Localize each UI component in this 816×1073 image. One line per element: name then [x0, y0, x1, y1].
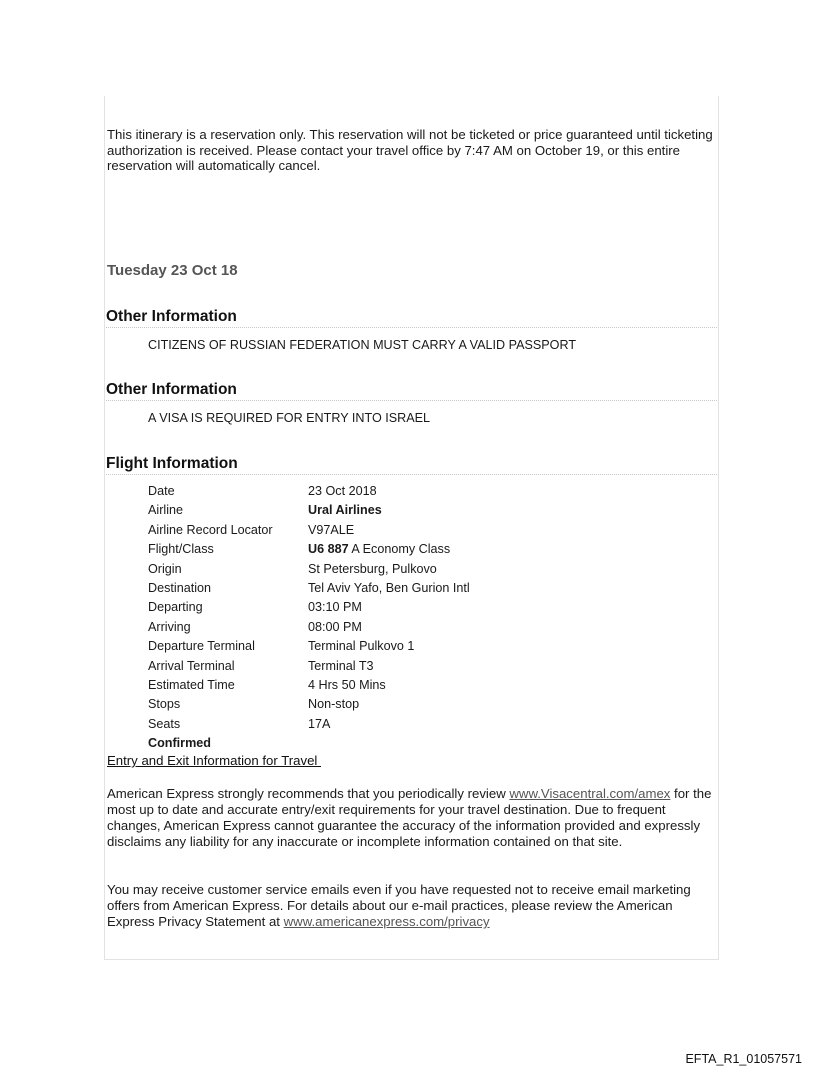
seats-value: 17A: [308, 716, 331, 731]
origin-label: Origin: [148, 561, 182, 576]
stops-value: Non-stop: [308, 697, 360, 712]
table-row: [148, 522, 470, 541]
entry-exit-info-link[interactable]: Entry and Exit Information for Travel: [107, 753, 322, 768]
flight-info-heading: Flight Information: [106, 455, 717, 475]
stops-label: Stops: [148, 697, 181, 712]
date-value: 23 Oct 2018: [308, 484, 377, 498]
document-id: EFTA_R1_01057571: [685, 1052, 802, 1066]
seats-label: Seats: [148, 716, 181, 731]
email-notice-paragraph: [107, 882, 717, 930]
flight-class-value: [308, 541, 470, 560]
airline-label: Airline: [148, 503, 183, 518]
departing-value: 03:10 PM: [308, 600, 362, 615]
table-row: [148, 638, 470, 657]
arrival-terminal-label: Arrival Terminal: [148, 658, 235, 673]
day-heading: Tuesday 23 Oct 18: [107, 262, 238, 279]
status-badge: Confirmed: [148, 736, 211, 750]
flight-number: U6 887: [308, 542, 349, 557]
arriving-value: 08:00 PM: [308, 619, 362, 634]
table-row: [148, 561, 470, 580]
table-row: [148, 696, 470, 715]
record-locator-label: Airline Record Locator: [148, 522, 273, 537]
destination-value: Tel Aviv Yafo, Ben Gurion Intl: [308, 580, 470, 595]
amex-para-intro: American Express strongly recommends that you periodically review: [107, 786, 510, 801]
privacy-statement-link[interactable]: www.americanexpress.com/privacy: [283, 914, 490, 929]
other-info-text-2: A VISA IS REQUIRED FOR ENTRY INTO ISRAEL: [148, 411, 431, 425]
amex-para-body: for the most up to date and accurate entry/exit requirements for your travel destination. Due to frequent changes, American Express cannot guarantee the accuracy of the information provided and expressly disclaims any liability for any inaccurate or incomplete information contained on that site.: [107, 786, 712, 849]
cabin-class: A Economy Class: [348, 542, 451, 557]
origin-value: St Petersburg, Pulkovo: [308, 561, 437, 576]
table-row: [148, 658, 470, 677]
estimated-time-value: 4 Hrs 50 Mins: [308, 677, 386, 692]
table-row: [148, 677, 470, 696]
airline-value: Ural Airlines: [308, 503, 382, 518]
table-row: [148, 599, 470, 618]
table-row: [148, 716, 470, 735]
destination-label: Destination: [148, 580, 212, 595]
other-info-heading-2: Other Information: [106, 381, 717, 401]
visacentral-link[interactable]: www.Visacentral.com/amex: [509, 786, 671, 801]
arriving-label: Arriving: [148, 619, 191, 634]
table-row: [148, 541, 470, 560]
departing-label: Departing: [148, 600, 203, 615]
flight-class-label: Flight/Class: [148, 542, 214, 557]
departure-terminal-value: Terminal Pulkovo 1: [308, 639, 415, 654]
amex-recommendation-paragraph: [107, 786, 717, 850]
arrival-terminal-value: Terminal T3: [308, 658, 374, 673]
table-row: [148, 580, 470, 599]
date-label: Date: [148, 484, 175, 498]
other-info-text-1: CITIZENS OF RUSSIAN FEDERATION MUST CARRY A VALID PASSPORT: [148, 338, 577, 352]
departure-terminal-label: Departure Terminal: [148, 639, 255, 654]
reservation-notice: This itinerary is a reservation only. This reservation will not be ticketed or price guaranteed until ticketing authorization is received. Please contact your travel office by 7:47 AM on October 19, or this entire reservation will automatically cancel.: [107, 127, 713, 173]
estimated-time-label: Estimated Time: [148, 677, 235, 692]
record-locator-value: V97ALE: [308, 522, 355, 537]
flight-details-table: [148, 483, 470, 735]
email-para-body: You may receive customer service emails even if you have requested not to receive email marketing offers from American Express. For details about our e-mail practices, please review the American Express Privacy Statement at: [107, 882, 691, 929]
table-row: [148, 502, 470, 521]
table-row: [148, 483, 470, 502]
table-row: [148, 619, 470, 638]
other-info-heading-1: Other Information: [106, 308, 717, 328]
